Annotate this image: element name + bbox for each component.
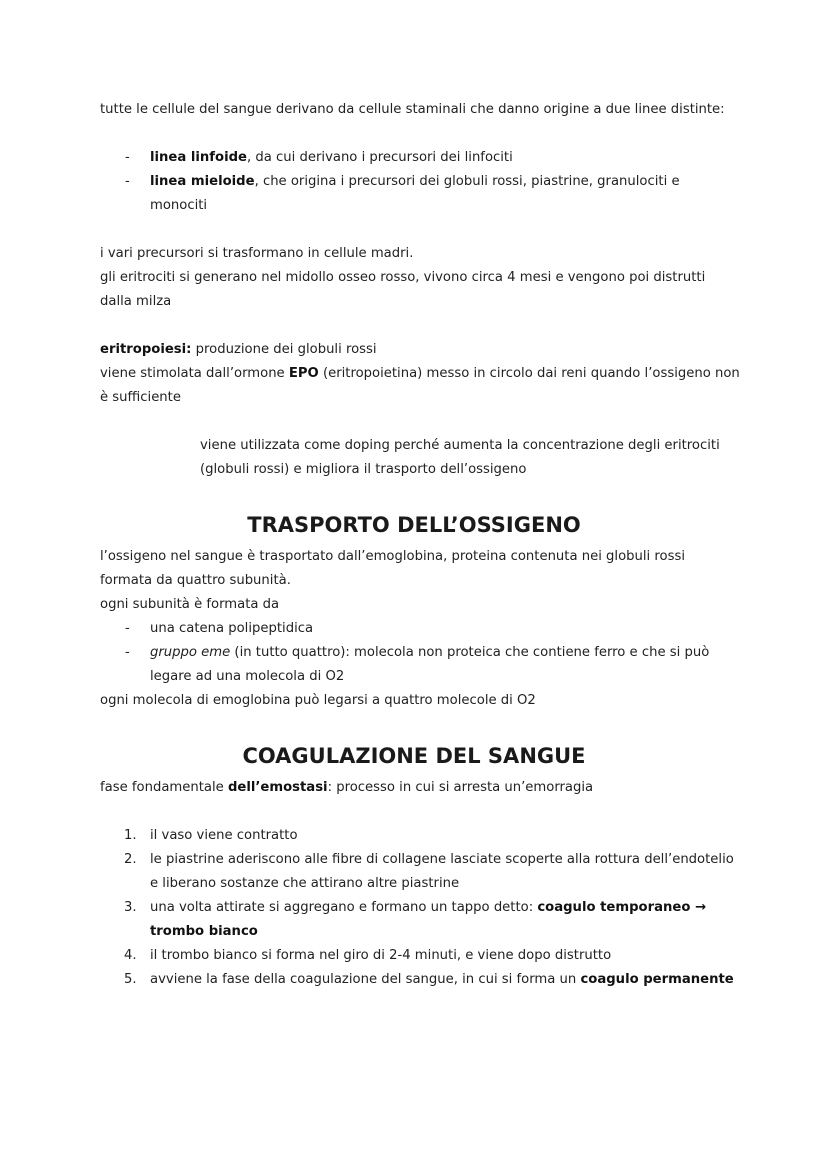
list-marker: - <box>125 621 130 636</box>
intro-text: tutte le cellule del sangue derivano da cellule staminali che danno origine a due linee distinte: <box>100 102 725 117</box>
step-text: una volta attirate si aggregano e formano un tappo detto: <box>150 900 538 915</box>
lineage-term: linea linfoide <box>150 150 247 165</box>
emostasi-post: : processo in cui si arresta un’emorragia <box>327 780 594 795</box>
list-item <box>100 896 740 944</box>
emostasi-term: dell’emostasi <box>227 780 328 795</box>
list-marker: - <box>125 150 130 165</box>
eritropoiesi-definition <box>100 338 740 362</box>
step-text: il vaso viene contratto <box>150 828 298 843</box>
lineage-list <box>100 146 740 218</box>
list-marker: - <box>125 645 130 660</box>
doping-note: viene utilizzata come doping perché aumenta la concentrazione degli eritrociti (globuli rossi) e migliora il trasporto dell’ossigeno <box>200 438 720 477</box>
list-item <box>100 146 740 170</box>
step-text: le piastrine aderiscono alle fibre di collagene lasciate scoperte alla rottura dell’endotelio e liberano sostanze che attirano altre piastrine <box>150 852 734 891</box>
step-text: avviene la fase della coagulazione del sangue, in cui si forma un <box>150 972 581 987</box>
lineage-desc: , da cui derivano i precursori dei linfociti <box>247 150 513 165</box>
list-item <box>100 944 740 968</box>
list-item <box>100 617 740 641</box>
emoglobina-paragraph: l’ossigeno nel sangue è trasportato dall’emoglobina, proteina contenuta nei globuli rossi formata da quattro subunità. <box>100 549 686 588</box>
lineage-desc: , che origina i precursori dei globuli rossi, piastrine, granulociti e monociti <box>150 174 680 213</box>
eritropoiesi-term: eritropoiesi: <box>100 342 192 357</box>
section-heading-trasporto: TRASPORTO DELL’OSSIGENO <box>247 513 581 537</box>
emoglobina-o2-line: ogni molecola di emoglobina può legarsi a quattro molecole di O2 <box>100 693 536 708</box>
step-bold: coagulo permanente <box>580 972 734 987</box>
list-item-text: una catena polipeptidica <box>150 621 314 636</box>
list-item-text: (in tutto quattro): molecola non proteica che contiene ferro e che si può legare ad una molecola di O2 <box>150 645 710 684</box>
gruppo-eme-term: gruppo eme <box>150 645 231 660</box>
section-heading-coagulazione: COAGULAZIONE DEL SANGUE <box>242 744 586 768</box>
list-item <box>100 641 740 689</box>
subunita-line: ogni subunità è formata da <box>100 597 280 612</box>
list-item <box>100 968 740 992</box>
eritropoiesi-def-text: produzione dei globuli rossi <box>191 342 377 357</box>
step-text: il trombo bianco si forma nel giro di 2-4 minuti, e viene dopo distrutto <box>150 948 612 963</box>
step-number: 2. <box>124 852 137 867</box>
epo-paragraph <box>100 362 740 410</box>
subunita-list <box>100 617 740 689</box>
emostasi-pre: fase fondamentale <box>100 780 228 795</box>
lineage-term: linea mieloide <box>150 174 255 189</box>
step-number: 4. <box>124 948 137 963</box>
precursori-line: i vari precursori si trasformano in cellule madri. <box>100 246 414 261</box>
step-bold: coagulo temporaneo → trombo bianco <box>150 900 707 939</box>
epo-term: EPO <box>288 366 319 381</box>
epo-post: (eritropoietina) messo in circolo dai reni quando l’ossigeno non è sufficiente <box>100 366 740 405</box>
eritrociti-paragraph: gli eritrociti si generano nel midollo osseo rosso, vivono circa 4 mesi e vengono poi distrutti dalla milza <box>100 270 706 309</box>
coagulazione-steps <box>100 824 740 992</box>
list-item <box>100 824 740 848</box>
step-number: 3. <box>124 900 137 915</box>
emostasi-paragraph <box>100 776 740 800</box>
step-number: 5. <box>124 972 137 987</box>
step-number: 1. <box>124 828 137 843</box>
list-item <box>100 170 740 218</box>
intro-paragraph <box>100 98 740 122</box>
list-item <box>100 848 740 896</box>
list-marker: - <box>125 174 130 189</box>
epo-pre: viene stimolata dall’ormone <box>100 366 289 381</box>
